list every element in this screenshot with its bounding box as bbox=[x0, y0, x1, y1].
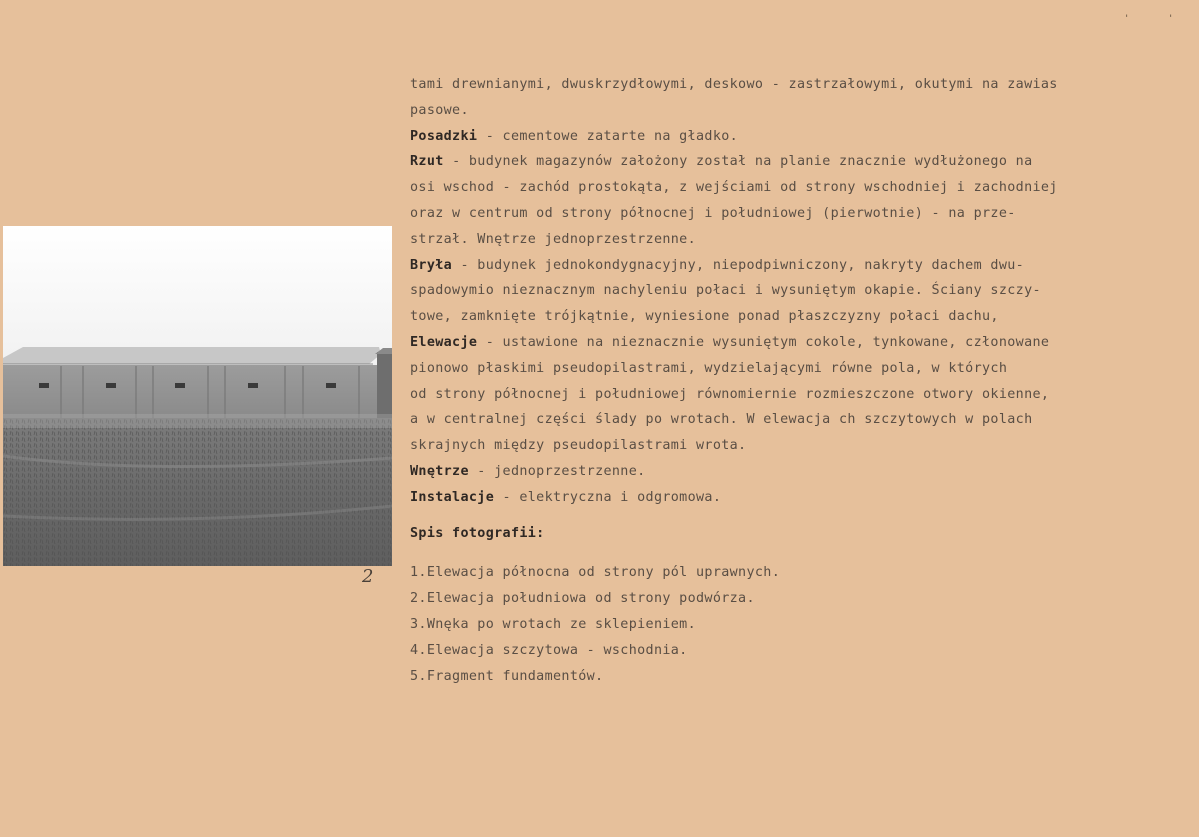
text-line: Elewacje - ustawione na nieznacznie wysuniętym cokole, tynkowane, członowane bbox=[410, 334, 1050, 350]
corner-mark: ' bbox=[1124, 14, 1130, 24]
text-line: towe, zamknięte trójkątnie, wyniesione ponad płaszczyzny połaci dachu, bbox=[410, 309, 999, 325]
section-keyword: Rzut bbox=[410, 154, 444, 170]
section-keyword: Elewacje bbox=[410, 334, 478, 350]
photo-list-heading: Spis fotografii: bbox=[410, 525, 545, 541]
text-line: Wnętrze - jednoprzestrzenne. bbox=[410, 463, 646, 479]
section-keyword: Posadzki bbox=[410, 128, 478, 144]
section-keyword: Bryła bbox=[410, 257, 453, 273]
text-line: tami drewnianymi, dwuskrzydłowymi, deskowo - zastrzałowymi, okutymi na zawias bbox=[410, 77, 1058, 92]
text-line: a w centralnej części ślady po wrotach. W elewacja ch szczytowych w polach bbox=[410, 412, 1033, 428]
list-item: 3.Wnęka po wrotach ze sklepieniem. bbox=[410, 617, 697, 633]
list-item: 4.Elewacja szczytowa - wschodnia. bbox=[410, 643, 688, 659]
section-keyword: Wnętrze bbox=[410, 463, 469, 479]
warehouse-photograph bbox=[3, 226, 392, 566]
section-keyword: Instalacje bbox=[410, 489, 495, 505]
corner-mark: ' bbox=[1168, 14, 1174, 24]
list-item: 1.Elewacja północna od strony pól uprawnych. bbox=[410, 565, 781, 581]
text-line: pasowe. bbox=[410, 102, 469, 118]
description-text bbox=[410, 72, 1190, 690]
text-line: Bryła - budynek jednokondygnacyjny, niepodpiwniczony, nakryty dachem dwu- bbox=[410, 257, 1025, 273]
text-line: pionowo płaskimi pseudopilastrami, wydzielającymi równe pola, w których bbox=[410, 360, 1008, 376]
text-line: Instalacje - elektryczna i odgromowa. bbox=[410, 489, 722, 505]
text-line: Posadzki - cementowe zatarte na gładko. bbox=[410, 128, 739, 144]
list-item: 2.Elewacja południowa od strony podwórza. bbox=[410, 591, 755, 607]
text-line: osi wschod - zachód prostokąta, z wejściami od strony wschodniej i zachodniej bbox=[410, 180, 1058, 196]
text-line: strzał. Wnętrze jednoprzestrzenne. bbox=[410, 231, 697, 247]
text-line: Rzut - budynek magazynów założony został na planie znacznie wydłużonego na bbox=[410, 154, 1033, 170]
photo-number-handwritten: 2 bbox=[362, 566, 374, 587]
list-item: 5.Fragment fundamentów. bbox=[410, 669, 604, 685]
text-line: skrajnych między pseudopilastrami wrota. bbox=[410, 438, 747, 454]
text-line: od strony północnej i południowej równomiernie rozmieszczone otwory okienne, bbox=[410, 386, 1050, 402]
text-line: spadowymio nieznacznym nachyleniu połaci i wysuniętym okapie. Ściany szczy- bbox=[410, 283, 1041, 299]
text-line: oraz w centrum od strony północnej i południowej (pierwotnie) - na prze- bbox=[410, 205, 1016, 221]
spacer bbox=[410, 546, 1190, 560]
photo-list bbox=[410, 560, 1190, 690]
